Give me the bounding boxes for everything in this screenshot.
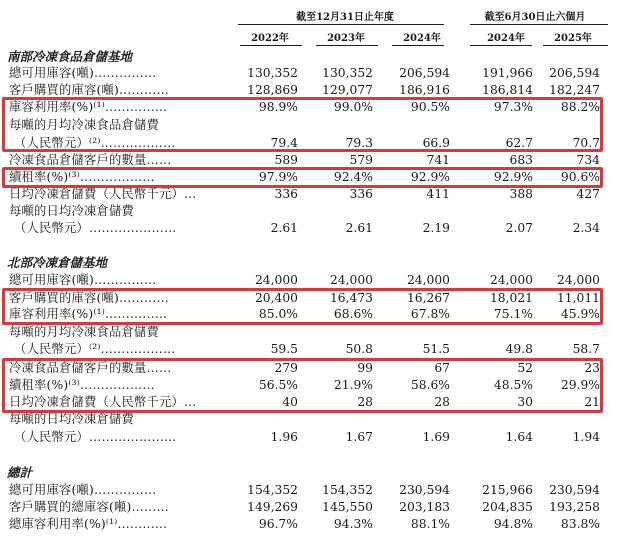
cell-2024: 58.6% <box>410 378 450 392</box>
cell-2024-h1: 48.5% <box>493 378 533 392</box>
year-rule-2022 <box>240 45 302 46</box>
cell-2024: 67.8% <box>410 307 450 321</box>
cell-2022: 20,400 <box>254 291 298 305</box>
row-label: 總庫容利用率(%)⁽¹⁾………… <box>9 517 168 531</box>
cell-2024-h1: 30 <box>517 395 533 409</box>
row-label: 冷凍食品倉儲客戶的數量…… <box>9 361 172 375</box>
section-title-total: 總計 <box>7 465 33 480</box>
table-row <box>0 186 618 203</box>
cell-2023: 129,077 <box>322 83 373 97</box>
header-rule-h1 <box>470 24 608 25</box>
cell-2024: 67 <box>434 361 450 375</box>
cell-2024-h1: 1.64 <box>505 430 533 444</box>
cell-2024: 51.5 <box>422 342 450 356</box>
row-label: 每噸的日均冷凍倉儲費 <box>9 204 134 218</box>
cell-2024: 203,183 <box>399 500 450 514</box>
row-label: 客戶購買的庫容(噸)………… <box>9 83 169 97</box>
cell-2024: 24,000 <box>406 273 450 287</box>
row-label: 客戶購買的總庫容(噸)……… <box>9 500 169 514</box>
cell-2024-h1: 2.07 <box>505 221 533 235</box>
cell-2023: 154,352 <box>322 483 373 497</box>
cell-2025-h1: 2.34 <box>572 221 600 235</box>
table-row <box>0 429 618 446</box>
table-row <box>0 324 618 341</box>
cell-2024: 186,916 <box>399 83 450 97</box>
cell-2025-h1: 70.7 <box>572 136 600 150</box>
row-label: （人民幣元）⁽²⁾……………… <box>14 136 176 150</box>
highlight-box-north-customers <box>2 358 603 413</box>
cell-2023: 24,000 <box>329 273 373 287</box>
cell-2024-h1: 388 <box>509 187 533 201</box>
cell-2022: 97.9% <box>258 170 298 184</box>
cell-2025-h1: 1.94 <box>572 430 600 444</box>
cell-2023: 50.8 <box>345 342 373 356</box>
cell-2022: 279 <box>274 361 298 375</box>
cell-2025-h1: 11,011 <box>556 291 600 305</box>
row-label: 總可用庫容(噸)…………… <box>9 66 157 80</box>
row-label: （人民幣元）⁽²⁾……………… <box>14 342 176 356</box>
cell-2024-h1: 186,814 <box>482 83 533 97</box>
cell-2023: 68.6% <box>333 307 373 321</box>
cell-2023: 21.9% <box>333 378 373 392</box>
cell-2022: 336 <box>274 187 298 201</box>
cell-2025-h1: 58.7 <box>572 342 600 356</box>
cell-2023: 2.61 <box>345 221 373 235</box>
row-label: （人民幣元）………………… <box>14 221 177 235</box>
cell-2024-h1: 683 <box>509 153 533 167</box>
cell-2025-h1: 182,247 <box>549 83 600 97</box>
cell-2024: 28 <box>434 395 450 409</box>
cell-2024-h1: 52 <box>517 361 533 375</box>
year-rule-2024 <box>392 45 444 46</box>
period-header-h1: 截至6月30日止六個月 <box>484 12 586 23</box>
row-label: 總可用庫容(噸)…………… <box>9 273 157 287</box>
row-label: 每噸的日均冷凍倉儲費 <box>9 412 134 426</box>
cell-2024-h1: 24,000 <box>489 273 533 287</box>
cell-2025-h1: 206,594 <box>549 66 600 80</box>
cell-2023: 336 <box>349 187 373 201</box>
cell-2023: 1.67 <box>345 430 373 444</box>
header-rule-fy <box>238 24 444 25</box>
cell-2023: 99.0% <box>333 100 373 114</box>
cell-2024: 411 <box>426 187 450 201</box>
cell-2022: 59.5 <box>270 342 298 356</box>
cell-2025-h1: 734 <box>576 153 600 167</box>
table-row <box>0 341 618 358</box>
cell-2024: 90.5% <box>410 100 450 114</box>
cell-2025-h1: 45.9% <box>560 307 600 321</box>
cell-2024: 92.9% <box>410 170 450 184</box>
cell-2024: 206,594 <box>399 66 450 80</box>
cell-2024-h1: 94.8% <box>493 517 533 531</box>
cell-2025-h1: 88.2% <box>560 100 600 114</box>
cell-2024: 88.1% <box>410 517 450 531</box>
cell-2022: 79.4 <box>270 136 298 150</box>
row-label: 每噸的月均冷凍食品倉儲費 <box>9 325 159 339</box>
cell-2022: 56.5% <box>258 378 298 392</box>
row-label: 庫容利用率(%)⁽¹⁾…………… <box>9 307 168 321</box>
cell-2025-h1: 29.9% <box>560 378 600 392</box>
cell-2024-h1: 92.9% <box>493 170 533 184</box>
cell-2024: 2.19 <box>422 221 450 235</box>
table-row <box>0 272 618 289</box>
cell-2025-h1: 21 <box>584 395 600 409</box>
table-row <box>0 65 618 82</box>
cell-2022: 2.61 <box>270 221 298 235</box>
cell-2024: 230,594 <box>399 483 450 497</box>
cell-2025-h1: 23 <box>584 361 600 375</box>
cell-2025-h1: 230,594 <box>549 483 600 497</box>
cell-2022: 589 <box>274 153 298 167</box>
cell-2023: 579 <box>349 153 373 167</box>
cell-2023: 130,352 <box>322 66 373 80</box>
cell-2023: 79.3 <box>345 136 373 150</box>
year-header-2022: 2022年 <box>251 33 289 44</box>
year-rule-2025-h1 <box>543 45 608 46</box>
year-header-2025-h1: 2025年 <box>554 33 592 44</box>
cell-2022: 85.0% <box>258 307 298 321</box>
cell-2024-h1: 191,966 <box>482 66 533 80</box>
table-row <box>0 482 618 499</box>
row-label: 續租率(%)⁽³⁾……………… <box>9 378 155 392</box>
cell-2025-h1: 193,258 <box>549 500 600 514</box>
cell-2022: 154,352 <box>247 483 298 497</box>
section-title-north: 北部冷凍倉儲基地 <box>7 255 108 270</box>
row-label: 庫容利用率(%)⁽¹⁾…………… <box>9 100 168 114</box>
year-header-2023: 2023年 <box>327 33 365 44</box>
cell-2024-h1: 49.8 <box>505 342 533 356</box>
row-label: 客戶購買的庫容(噸)………… <box>9 291 169 305</box>
cell-2024-h1: 62.7 <box>505 136 533 150</box>
table-row <box>0 499 618 516</box>
year-rule-2023 <box>316 45 378 46</box>
highlight-box-south-utilization <box>2 97 603 152</box>
cell-2022: 40 <box>282 395 298 409</box>
cell-2023: 92.4% <box>333 170 373 184</box>
row-label: 冷凍食品倉儲客戶的數量…… <box>9 153 172 167</box>
highlight-box-south-renewal <box>2 167 603 188</box>
year-header-2024: 2024年 <box>403 33 441 44</box>
cell-2024-h1: 204,835 <box>482 500 533 514</box>
row-label: 日均冷凍倉儲費（人民幣千元）… <box>9 187 197 201</box>
table-row <box>0 411 618 428</box>
cell-2025-h1: 90.6% <box>560 170 600 184</box>
cell-2025-h1: 83.8% <box>560 517 600 531</box>
year-header-2024-h1: 2024年 <box>487 33 525 44</box>
table-row <box>0 220 618 237</box>
table-row <box>0 516 618 533</box>
section-title-south: 南部冷凍食品倉儲基地 <box>7 49 133 64</box>
cell-2024-h1: 215,966 <box>482 483 533 497</box>
cell-2023: 99 <box>357 361 373 375</box>
cell-2024-h1: 97.3% <box>493 100 533 114</box>
cell-2024: 741 <box>426 153 450 167</box>
cell-2022: 24,000 <box>254 273 298 287</box>
cell-2025-h1: 24,000 <box>556 273 600 287</box>
cell-2024-h1: 18,021 <box>489 291 533 305</box>
period-header-fy: 截至12月31日止年度 <box>296 12 394 23</box>
highlight-box-north-capacity <box>2 288 603 325</box>
cell-2023: 16,473 <box>329 291 373 305</box>
cell-2024: 16,267 <box>406 291 450 305</box>
year-rule-2024-h1 <box>470 45 532 46</box>
cell-2022: 1.96 <box>270 430 298 444</box>
table-row <box>0 203 618 220</box>
row-label: （人民幣元）………………… <box>14 430 177 444</box>
cell-2024: 1.69 <box>422 430 450 444</box>
cell-2022: 149,269 <box>247 500 298 514</box>
cell-2022: 130,352 <box>247 66 298 80</box>
cell-2023: 145,550 <box>322 500 373 514</box>
cell-2022: 98.9% <box>258 100 298 114</box>
row-label: 每噸的月均冷凍食品倉儲費 <box>9 118 159 132</box>
cell-2022: 96.7% <box>258 517 298 531</box>
row-label: 總可用庫容(噸)…………… <box>9 483 157 497</box>
cell-2025-h1: 427 <box>576 187 600 201</box>
cell-2023: 94.3% <box>333 517 373 531</box>
cell-2024-h1: 75.1% <box>493 307 533 321</box>
row-label: 續租率(%)⁽³⁾……………… <box>9 170 155 184</box>
cell-2023: 28 <box>357 395 373 409</box>
cell-2022: 128,869 <box>247 83 298 97</box>
cell-2024: 66.9 <box>422 136 450 150</box>
row-label: 日均冷凍倉儲費（人民幣千元）… <box>9 395 197 409</box>
